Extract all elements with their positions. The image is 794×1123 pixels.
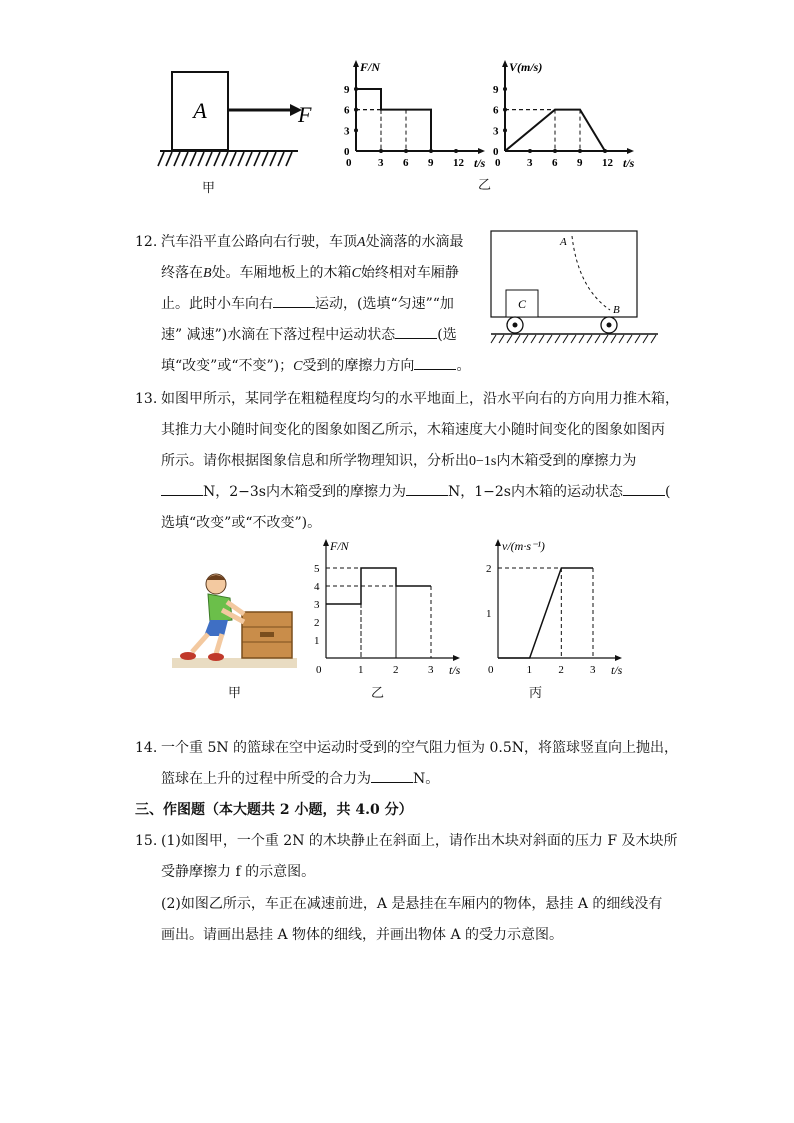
q12-line2-a: 终落在 (161, 265, 203, 281)
q12-blank-3[interactable] (414, 355, 456, 370)
x-axis-arrow (453, 655, 460, 661)
q12-line3 (161, 289, 454, 320)
q13-line3-b: 0−1s (469, 454, 497, 469)
truck-label-b: B (613, 304, 620, 316)
q15-number: 15. (135, 833, 158, 849)
force-f-label: F (298, 102, 312, 127)
q13-caption-bing: 丙 (529, 686, 543, 701)
chart-v-t-top (487, 58, 642, 170)
q12-line2-b: 处。车厢地板上的木箱 (211, 265, 352, 281)
q13-blank-1[interactable] (161, 481, 203, 496)
ground-hatching (158, 152, 292, 166)
block-a-label: A (193, 98, 207, 123)
q14-line2-a: 篮球在上升的过程中所受的合力为 (161, 771, 371, 787)
x-axis-label: t/s (623, 156, 635, 170)
y-axis-label: V(m/s) (509, 60, 543, 74)
q13-line3 (161, 446, 636, 477)
y-tick-label: 3 (344, 125, 350, 138)
q12-line1-a: 汽车沿平直公路向右行驶，车顶 (161, 234, 357, 250)
y-axis-arrow (502, 60, 508, 67)
x-axis-arrow (615, 655, 622, 661)
y-tick-label: 0 (493, 146, 499, 158)
y-tick-dot (354, 128, 358, 132)
truck-figure (488, 228, 660, 348)
boy-shoe-front (208, 653, 224, 661)
boy-shorts (204, 620, 228, 636)
y-axis-label: F/N (360, 60, 381, 74)
y-tick-label: 1 (486, 608, 492, 620)
x-tick-label: 0 (488, 664, 494, 676)
truck-label-a: A (560, 236, 567, 248)
q13-blank-2[interactable] (406, 481, 448, 496)
q13-line3-c: 内木箱受到的摩擦力为 (496, 453, 637, 469)
x-tick-label: 3 (378, 157, 384, 169)
y-tick-dot (503, 128, 507, 132)
q12-number: 12. (135, 234, 158, 250)
chart-f-t-q13 (310, 540, 460, 678)
y-tick-label: 6 (493, 104, 499, 117)
data-line (356, 89, 431, 151)
q15-line1: (1)如图甲，一个重 2N 的木块静止在斜面上，请作出木块对斜面的压力 F 及木块所 (161, 833, 678, 849)
y-tick-label: 2 (314, 617, 320, 629)
y-tick-label: 9 (344, 84, 350, 96)
q14-line2 (161, 764, 439, 795)
x-tick-label: 0 (316, 664, 322, 676)
q12-blank-1[interactable] (273, 293, 315, 308)
x-axis-arrow (478, 148, 485, 154)
y-tick-label: 1 (314, 635, 320, 647)
boy-leg-back (192, 634, 208, 652)
x-tick-dot (454, 149, 458, 153)
q12-inline-c: C (351, 266, 361, 281)
q14-line2-b: N。 (413, 771, 440, 787)
boy-leg-front (216, 634, 222, 654)
q12-line5-c: 。 (456, 358, 471, 374)
q15-line4: 画出。请画出悬挂 A 物体的细线，并画出物体 A 的受力示意图。 (161, 927, 564, 943)
x-tick-label: 9 (428, 157, 434, 169)
q15-line3: (2)如图乙所示，车正在减速前进，A 是悬挂在车厢内的物体，悬挂 A 的细线没有 (161, 896, 663, 912)
y-tick-label: 9 (493, 84, 499, 96)
caption-jia-top: 甲 (202, 181, 216, 196)
boy-shirt (208, 594, 232, 622)
x-tick-label: 12 (453, 157, 464, 169)
x-tick-label: 3 (527, 157, 533, 169)
x-axis-arrow (627, 148, 634, 154)
q12-line2-c: 始终相对车厢静 (360, 265, 459, 281)
q12-line3-a: 止。此时小车向右 (161, 296, 273, 312)
q13-line4-b: N，1−2s内木箱的运动状态 (447, 484, 623, 500)
boy-pushing-crate-illustration (172, 570, 300, 670)
q12-line5-b: 受到的摩擦力方向 (302, 358, 415, 374)
y-tick-label: 5 (314, 563, 320, 575)
q13-caption-jia: 甲 (228, 686, 242, 701)
y-axis-label: F/N (330, 539, 349, 553)
q13-line5: 选填“改变”或“不改变”)。 (161, 515, 322, 531)
data-line (498, 568, 593, 658)
y-axis-arrow (353, 60, 359, 67)
y-tick-label: 4 (314, 581, 320, 593)
caption-yi-top: 乙 (478, 178, 492, 193)
y-tick-label: 3 (314, 599, 320, 611)
block-force-figure (150, 60, 310, 175)
q13-line4-a: N，2−3s内木箱受到的摩擦力为 (203, 484, 406, 500)
q14-line1: 一个重 5N 的篮球在空中运动时受到的空气阻力恒为 0.5N，将篮球竖直向上抛出， (161, 740, 679, 756)
y-tick-label: 2 (486, 563, 492, 575)
q13-line4-c: ( (664, 484, 671, 500)
y-axis-label: v/(m·s⁻¹) (502, 539, 545, 553)
q13-caption-yi: 乙 (371, 686, 385, 701)
x-tick-label: 3 (428, 664, 434, 676)
chart-v-t-q13 (476, 540, 626, 678)
x-tick-label: 6 (552, 157, 558, 169)
q15-line2: 受静摩擦力 f 的示意图。 (161, 864, 316, 880)
q12-line1 (161, 227, 464, 258)
chart-f-t-top (338, 58, 486, 170)
y-axis-arrow (495, 539, 501, 546)
q12-line4-a: 速” 减速”)水滴在下落过程中运动状态 (161, 327, 396, 343)
x-tick-label: 9 (577, 157, 583, 169)
x-tick-label: 2 (558, 664, 564, 676)
x-tick-label: 2 (393, 664, 399, 676)
wheel-right-hub (607, 323, 612, 328)
x-tick-label: 0 (495, 157, 501, 169)
q12-line4-b: (选 (437, 327, 457, 343)
crate-handle (260, 632, 274, 637)
q13-line4 (161, 477, 670, 508)
q12-line5-a: 填“改变”或“不变”)； (161, 358, 294, 374)
y-axis-arrow (323, 539, 329, 546)
boy-shoe-back (180, 652, 196, 660)
x-tick-dot (528, 149, 532, 153)
q12-line2 (161, 258, 459, 289)
q12-inline-b: B (203, 266, 212, 281)
x-tick-label: 6 (403, 157, 409, 169)
x-axis-label: t/s (611, 663, 623, 677)
q14-blank-1[interactable] (371, 768, 413, 783)
x-axis-label: t/s (449, 663, 461, 677)
y-tick-label: 3 (493, 125, 499, 138)
q14-number: 14. (135, 740, 158, 756)
x-tick-label: 3 (590, 664, 596, 676)
y-tick-label: 0 (344, 146, 350, 158)
q12-inline-c2: C (293, 359, 303, 374)
x-tick-label: 0 (346, 157, 352, 169)
q13-line3-a: 所示。请你根据图象信息和所学物理知识，分析出 (161, 453, 469, 469)
boy-hair (206, 575, 226, 580)
q13-blank-3[interactable] (623, 481, 665, 496)
x-axis-label: t/s (474, 156, 486, 170)
crate-c-label: C (518, 297, 527, 311)
x-tick-label: 12 (602, 157, 613, 169)
q13-line2: 其推力大小随时间变化的图象如图乙所示，木箱速度大小随时间变化的图象如图丙 (161, 422, 665, 438)
q13-number: 13. (135, 391, 158, 407)
x-tick-label: 1 (526, 664, 533, 676)
q12-blank-2[interactable] (395, 324, 437, 339)
q12-inline-a: A (357, 235, 366, 250)
y-tick-label: 6 (344, 104, 350, 117)
q12-line5 (161, 351, 470, 382)
x-tick-label: 1 (358, 664, 364, 676)
q12-line4 (161, 320, 457, 351)
q12-line1-b: 处滴落的水滴最 (365, 234, 464, 250)
y-tick-dot (503, 87, 507, 91)
q13-line1: 如图甲所示，某同学在粗糙程度均匀的水平地面上，沿水平向右的方向用力推木箱， (161, 391, 679, 407)
q12-line3-b: 运动，(选填“匀速”“加 (315, 296, 454, 312)
wheel-left-hub (513, 323, 518, 328)
section-3-title: 三、作图题（本大题共 2 小题，共 4.0 分） (135, 802, 413, 818)
road-hatching (491, 335, 656, 343)
